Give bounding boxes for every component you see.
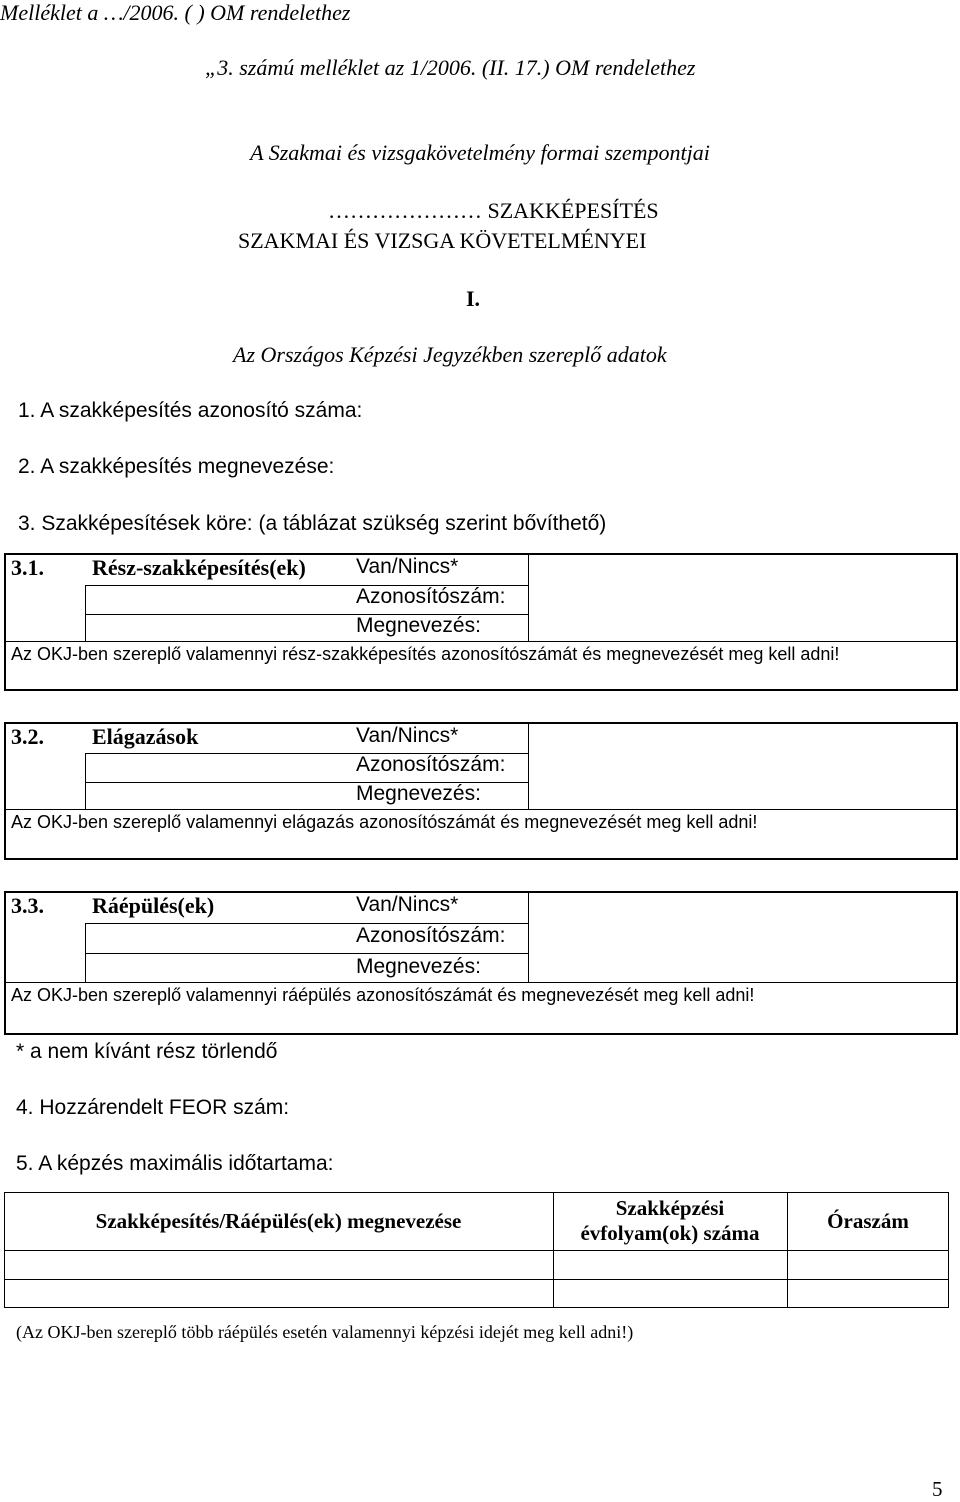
col-header-name: Szakképesítés/Ráépülés(ek) megnevezése	[95, 1208, 462, 1233]
footnote: * a nem kívánt rész törlendő	[16, 1040, 278, 1063]
box-note: Az OKJ-ben szereplő valamennyi elágazás azonosítószámát és megnevezését meg kell adni!	[11, 812, 758, 832]
box-number: 3.1.	[11, 555, 44, 580]
box-number: 3.2.	[11, 724, 44, 749]
feor-number-label: 4. Hozzárendelt FEOR szám:	[16, 1096, 290, 1119]
box-label: Ráépülés(ek)	[92, 893, 215, 918]
megnevezes-label: Megnevezés:	[356, 782, 481, 805]
max-duration-label: 5. A képzés maximális időtartama:	[16, 1152, 334, 1175]
requirements-title: SZAKMAI ÉS VIZSGA KÖVETELMÉNYEI	[238, 228, 647, 253]
megnevezes-label: Megnevezés:	[356, 955, 481, 978]
azonositoszam-label: Azonosítószám:	[356, 924, 506, 947]
van-nincs-label: Van/Nincs*	[356, 724, 459, 747]
annex-heading: Melléklet a …/2006. ( ) OM rendelethez	[0, 0, 351, 25]
qualification-name-label: 2. A szakképesítés megnevezése:	[18, 455, 335, 478]
qualification-scope-label: 3. Szakképesítések köre: (a táblázat szükség szerint bővíthető)	[18, 512, 607, 535]
col-header-grade-line2: évfolyam(ok) száma	[580, 1221, 760, 1245]
box-number: 3.3.	[11, 893, 44, 918]
page-number: 5	[932, 1477, 943, 1501]
table-note: (Az OKJ-ben szereplő több ráépülés esetén valamennyi képzési idejét meg kell adni!)	[16, 1322, 634, 1342]
megnevezes-label: Megnevezés:	[356, 614, 481, 637]
box-note: Az OKJ-ben szereplő valamennyi rész-szakképesítés azonosítószámát és megnevezését meg kell adni!	[11, 644, 840, 664]
van-nincs-label: Van/Nincs*	[356, 893, 459, 916]
box-label: Elágazások	[92, 724, 199, 749]
qualification-title: ………………… SZAKKÉPESÍTÉS	[328, 198, 659, 223]
annex-reference: „3. számú melléklet az 1/2006. (II. 17.) OM rendelethez	[205, 55, 696, 80]
van-nincs-label: Van/Nincs*	[356, 555, 459, 578]
box-label: Rész-szakképesítés(ek)	[92, 555, 306, 580]
azonositoszam-label: Azonosítószám:	[356, 753, 506, 776]
col-header-hours: Óraszám	[827, 1208, 909, 1233]
col-header-grade-line1: Szakképzési	[615, 1196, 725, 1220]
section-title: Az Országos Képzési Jegyzékben szereplő adatok	[233, 342, 667, 367]
section-number: I.	[466, 286, 481, 311]
box-note: Az OKJ-ben szereplő valamennyi ráépülés azonosítószámát és megnevezését meg kell adni!	[11, 985, 755, 1005]
form-aspects-heading: A Szakmai és vizsgakövetelmény formai szempontjai	[250, 140, 710, 165]
qualification-id-label: 1. A szakképesítés azonosító száma:	[18, 399, 363, 422]
col-header-grade	[553, 1192, 787, 1250]
azonositoszam-label: Azonosítószám:	[356, 585, 506, 608]
